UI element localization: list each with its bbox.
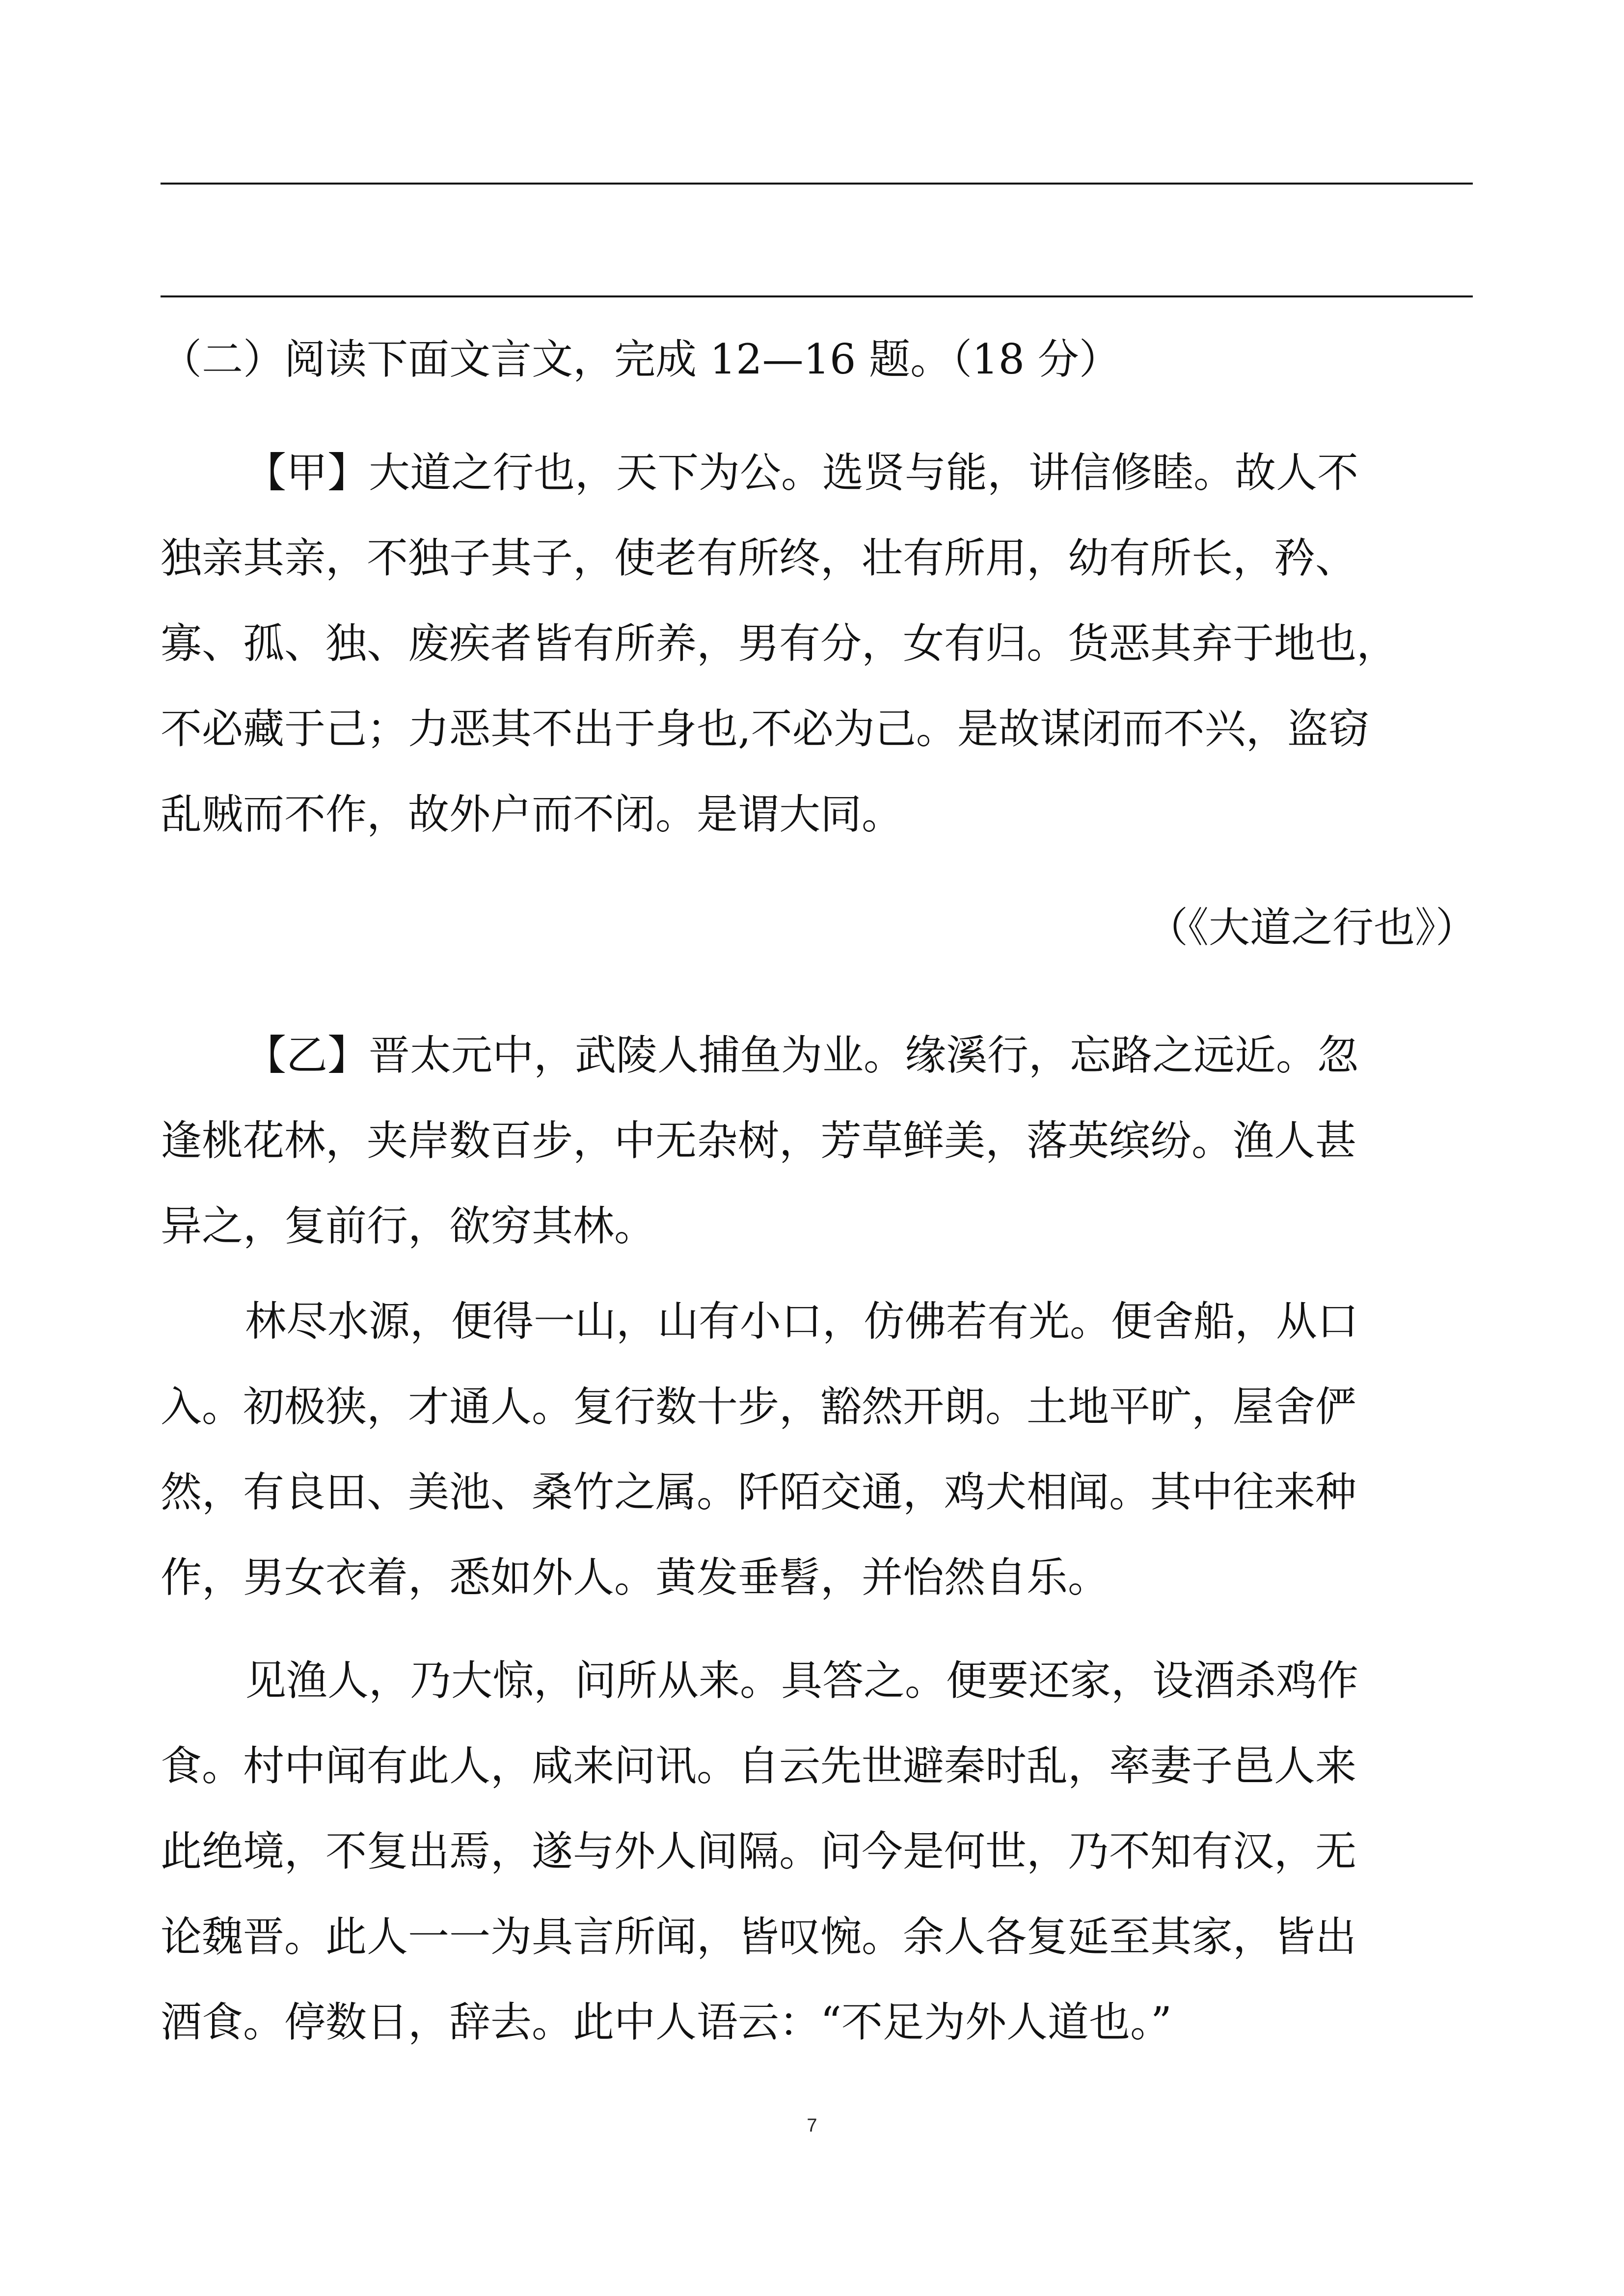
passage-line: 异之，复前行，欲穷其林。 bbox=[161, 1202, 656, 1250]
passage-line: 林尽水源，便得一山，山有小口，仿佛若有光。便舍船，从口 bbox=[245, 1297, 1359, 1345]
passage-jia bbox=[161, 430, 1476, 857]
passage-line: 入。初极狭，才通人。复行数十步，豁然开朗。土地平旷，屋舍俨 bbox=[161, 1383, 1357, 1431]
passage-line: 不必藏于己；力恶其不出于身也,不必为己。是故谋闭而不兴，盗窃 bbox=[161, 705, 1370, 753]
passage-line: 酒食。停数日，辞去。此中人语云：“不足为外人道也。” bbox=[161, 1998, 1172, 2046]
section-heading: （二）阅读下面文言文，完成 12—16 题。（18 分） bbox=[161, 335, 1120, 383]
passage-line: 作，男女衣着，悉如外人。黄发垂髫，并怡然自乐。 bbox=[161, 1553, 1110, 1602]
passage-line: 【甲】大道之行也，天下为公。选贤与能，讲信修睦。故人不 bbox=[245, 449, 1359, 497]
answer-line bbox=[161, 183, 1473, 185]
passage-line: 寡、孤、独、废疾者皆有所养，男有分，女有归。货恶其弃于地也， bbox=[161, 619, 1398, 667]
passage-yi-paragraph-3 bbox=[161, 1638, 1476, 2065]
passage-line: 论魏晋。此人一一为具言所闻，皆叹惋。余人各复延至其家，皆出 bbox=[161, 1913, 1357, 1961]
passage-yi-paragraph-1 bbox=[161, 1013, 1476, 1269]
passage-yi-paragraph-2 bbox=[161, 1279, 1476, 1620]
passage-line: 独亲其亲，不独子其子，使老有所终，壮有所用，幼有所长，矜、 bbox=[161, 534, 1357, 582]
passage-line: 见渔人，乃大惊，问所从来。具答之。便要还家，设酒杀鸡作 bbox=[245, 1656, 1359, 1705]
answer-line bbox=[161, 295, 1473, 297]
passage-line: 【乙】晋太元中，武陵人捕鱼为业。缘溪行，忘路之远近。忽 bbox=[245, 1031, 1359, 1079]
passage-line: 此绝境，不复出焉，遂与外人间隔。问今是何世，乃不知有汉，无 bbox=[161, 1827, 1357, 1875]
passage-line: 乱贼而不作，故外户而不闭。是谓大同。 bbox=[161, 790, 903, 838]
page-number: 7 bbox=[807, 2115, 817, 2136]
passage-line: 逢桃花林，夹岸数百步，中无杂树，芳草鲜美，落英缤纷。渔人甚 bbox=[161, 1117, 1357, 1165]
passage-line: 食。村中闻有此人，咸来问讯。自云先世避秦时乱，率妻子邑人来 bbox=[161, 1742, 1357, 1790]
passage-source: （《大道之行也》） bbox=[1146, 904, 1477, 952]
passage-line: 然，有良田、美池、桑竹之属。阡陌交通，鸡犬相闻。其中往来种 bbox=[161, 1468, 1357, 1516]
